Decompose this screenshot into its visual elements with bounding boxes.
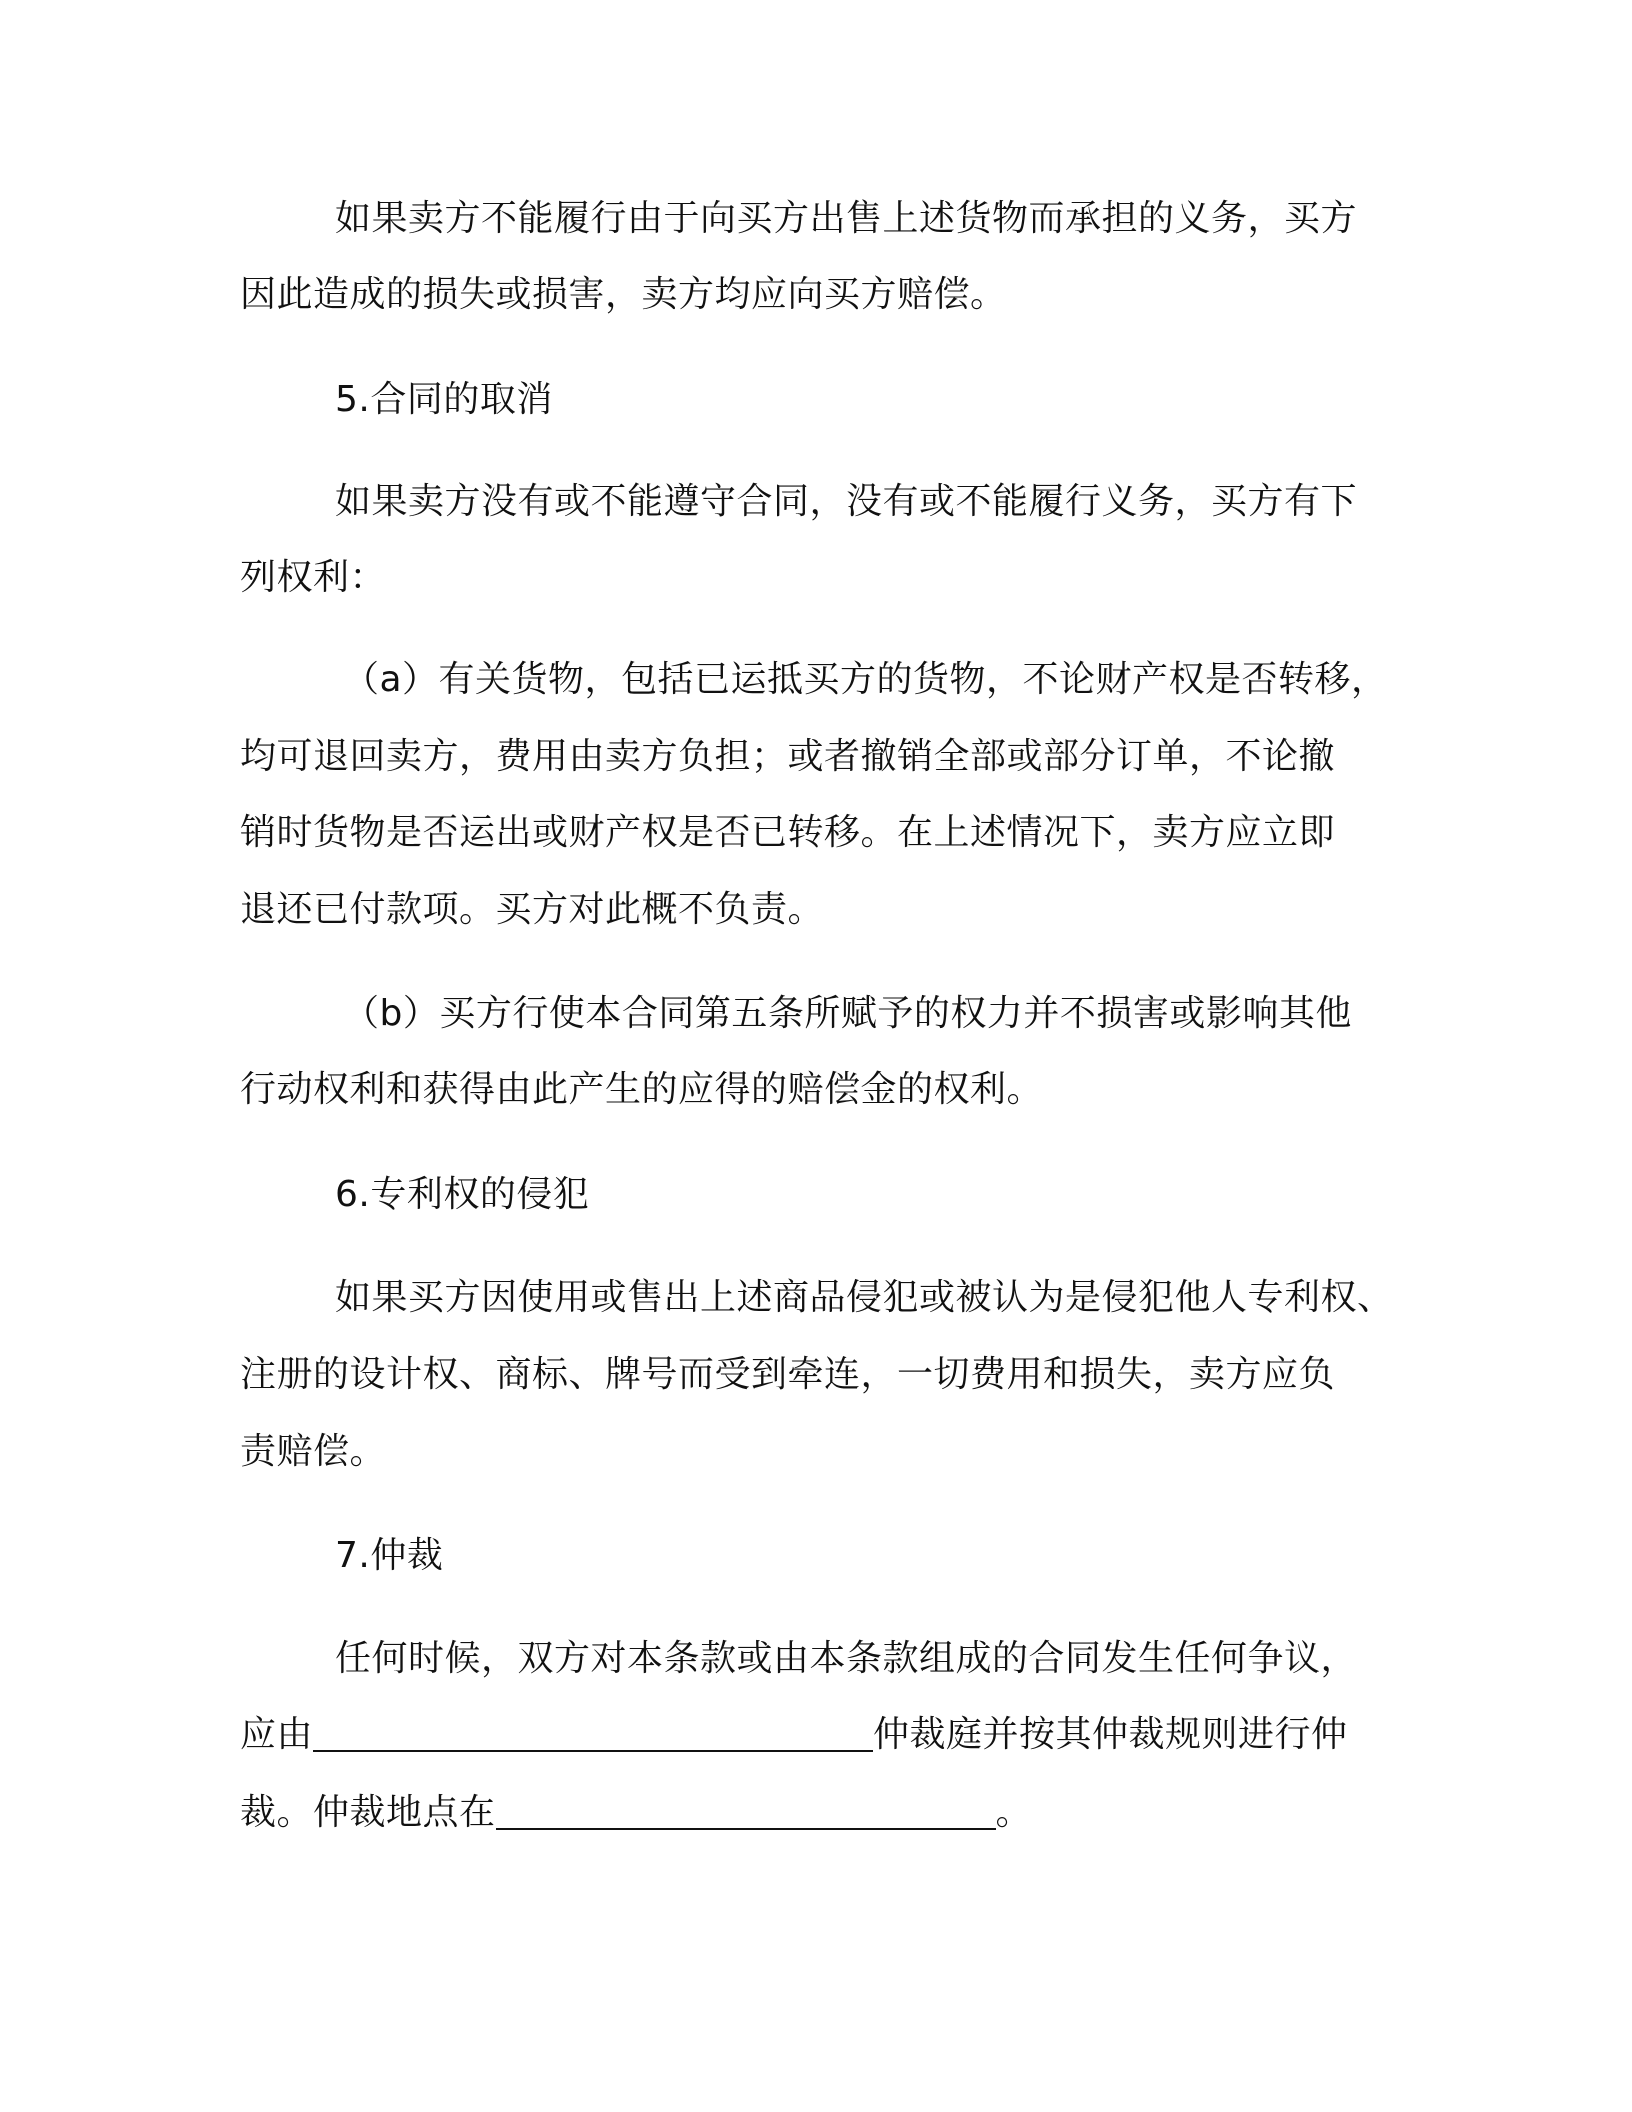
paragraph-seller-obligation-line-2: 因此造成的损失或损害，卖方均应向买方赔偿。 — [240, 274, 1007, 315]
clause-b-line-1: （b）买方行使本合同第五条所赋予的权力并不损害或影响其他 — [343, 993, 1352, 1034]
clause-b-line-2: 行动权利和获得由此产生的应得的赔偿金的权利。 — [240, 1069, 1044, 1110]
paragraph-buyer-rights-line-1: 如果卖方没有或不能遵守合同，没有或不能履行义务，买方有下 — [335, 481, 1358, 522]
paragraph-arbitration-line-2 — [240, 1710, 1400, 1760]
paragraph-arbitration-line-3 — [240, 1788, 1400, 1838]
clause-a-line-2: 均可退回卖方，费用由卖方负担；或者撤销全部或部分订单，不论撤 — [240, 736, 1336, 777]
arbitration-suffix-text: 仲裁庭并按其仲裁规则进行仲 — [873, 1714, 1348, 1755]
paragraph-patent-line-2: 注册的设计权、商标、牌号而受到牵连，一切费用和损失，卖方应负 — [240, 1354, 1336, 1395]
section-heading-contract-cancellation: 5.合同的取消 — [335, 379, 553, 420]
section-heading-patent-infringement: 6.专利权的侵犯 — [335, 1174, 590, 1215]
paragraph-patent-line-1: 如果买方因使用或售出上述商品侵犯或被认为是侵犯他人专利权、 — [335, 1277, 1394, 1318]
arbitration-place-label: 裁。仲裁地点在 — [240, 1792, 496, 1833]
arbitration-institution-blank[interactable] — [313, 1714, 873, 1752]
paragraph-patent-line-3: 责赔偿。 — [240, 1431, 387, 1472]
arbitration-place-blank[interactable] — [496, 1792, 996, 1830]
paragraph-buyer-rights-line-2: 列权利： — [240, 557, 387, 598]
section-heading-arbitration: 7.仲裁 — [335, 1535, 444, 1576]
paragraph-arbitration-line-1: 任何时候，双方对本条款或由本条款组成的合同发生任何争议， — [335, 1638, 1358, 1679]
clause-a-line-1: （a）有关货物，包括已运抵买方的货物，不论财产权是否转移， — [343, 659, 1388, 700]
clause-a-line-4: 退还已付款项。买方对此概不负责。 — [240, 889, 825, 930]
clause-a-line-3: 销时货物是否运出或财产权是否已转移。在上述情况下，卖方应立即 — [240, 812, 1336, 853]
arbitration-prefix-text: 应由 — [240, 1714, 314, 1755]
paragraph-seller-obligation-line-1: 如果卖方不能履行由于向买方出售上述货物而承担的义务，买方 — [335, 198, 1358, 239]
arbitration-period: 。 — [995, 1792, 1033, 1833]
